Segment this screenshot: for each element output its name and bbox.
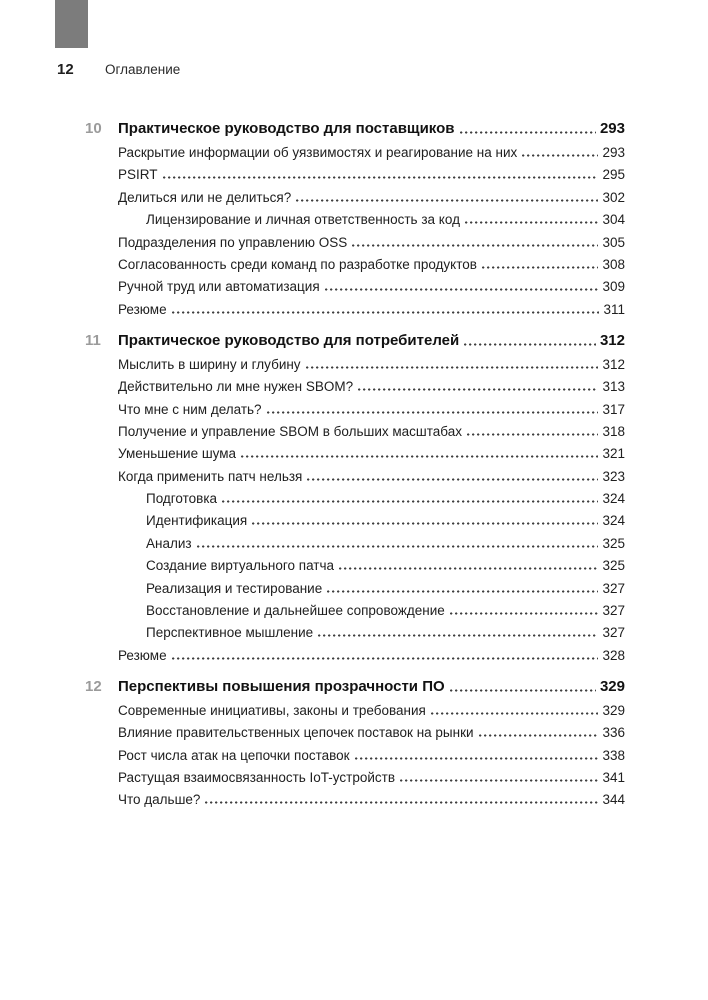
dot-leader bbox=[479, 734, 599, 737]
toc-entry-row bbox=[85, 703, 625, 718]
toc-entry-page: 317 bbox=[602, 401, 625, 417]
toc-entry-title: Что мне с ним делать? bbox=[118, 401, 262, 417]
page-number: 12 bbox=[57, 61, 74, 78]
toc-entry-page: 305 bbox=[602, 234, 625, 250]
dot-leader bbox=[197, 545, 599, 548]
toc-entry-title: Мыслить в ширину и глубину bbox=[118, 356, 301, 372]
dot-leader bbox=[467, 433, 599, 436]
toc-entry-page: 344 bbox=[602, 792, 625, 808]
toc-entry-page: 327 bbox=[602, 625, 625, 641]
toc-entry-page: 325 bbox=[602, 558, 625, 574]
toc-chapter-row bbox=[85, 332, 625, 349]
toc-entry-title: Уменьшение шума bbox=[118, 446, 237, 462]
toc-entry-row bbox=[85, 357, 625, 372]
toc-entry-page: 311 bbox=[603, 301, 625, 317]
toc-entry-title: Анализ bbox=[146, 535, 192, 551]
toc-entry-title: PSIRT bbox=[118, 167, 158, 183]
toc-entry-title: Создание виртуального патча bbox=[146, 558, 335, 574]
toc-list bbox=[85, 120, 625, 815]
chapter-number: 12 bbox=[85, 677, 102, 695]
toc-entry-row bbox=[85, 581, 625, 596]
dot-leader bbox=[450, 689, 596, 692]
toc-entry-row bbox=[85, 145, 625, 160]
toc-entry-title: Лицензирование и личная ответственность за код bbox=[146, 212, 460, 228]
toc-entry-title: Резюме bbox=[118, 301, 167, 317]
toc-entry-row bbox=[85, 446, 625, 461]
toc-entry-page: 308 bbox=[602, 256, 625, 272]
toc-entry-page: 341 bbox=[602, 769, 625, 785]
toc-entry-row bbox=[85, 379, 625, 394]
toc-entry-page: 325 bbox=[602, 535, 625, 551]
dot-leader bbox=[465, 221, 599, 224]
dot-leader bbox=[267, 411, 599, 414]
toc-entry-page: 327 bbox=[602, 603, 625, 619]
toc-entry-row bbox=[85, 469, 625, 484]
dot-leader bbox=[327, 590, 598, 593]
toc-entry-row bbox=[85, 513, 625, 528]
dot-leader bbox=[172, 657, 599, 660]
toc-chapter-row bbox=[85, 120, 625, 137]
dot-leader bbox=[252, 522, 598, 525]
toc-entry-row bbox=[85, 748, 625, 763]
dot-leader bbox=[307, 478, 598, 481]
toc-entry-page: 338 bbox=[602, 747, 625, 763]
toc-entry-title: Ручной труд или автоматизация bbox=[118, 279, 320, 295]
toc-entry-row bbox=[85, 770, 625, 785]
toc-entry-title: Практическое руководство для потребителей bbox=[118, 331, 460, 349]
toc-entry-title: Практическое руководство для поставщиков bbox=[118, 120, 455, 137]
toc-entry-page: 312 bbox=[602, 356, 625, 372]
toc-entry-page: 304 bbox=[602, 212, 625, 228]
toc-entry-row bbox=[85, 491, 625, 506]
toc-entry-page: 324 bbox=[602, 491, 625, 507]
toc-entry-title: Подготовка bbox=[146, 491, 218, 507]
toc-entry-page: 324 bbox=[602, 513, 625, 529]
dot-leader bbox=[450, 612, 599, 615]
toc-entry-page: 295 bbox=[602, 167, 625, 183]
dot-leader bbox=[318, 634, 598, 637]
running-header bbox=[57, 61, 180, 78]
toc-entry-title: Подразделения по управлению OSS bbox=[118, 234, 348, 250]
toc-entry-title: Реализация и тестирование bbox=[146, 580, 323, 596]
dot-leader bbox=[205, 801, 598, 804]
dot-leader bbox=[358, 388, 598, 391]
toc-entry-row bbox=[85, 536, 625, 551]
toc-entry-title: Растущая взаимосвязанность IoT-устройств bbox=[118, 769, 395, 785]
dot-leader bbox=[431, 712, 599, 715]
dot-leader bbox=[522, 154, 598, 157]
chapter-number: 10 bbox=[85, 120, 102, 137]
chapter-bleed-tab bbox=[55, 0, 88, 48]
toc-entry-page: 329 bbox=[602, 702, 625, 718]
dot-leader bbox=[352, 244, 598, 247]
toc-entry-page: 318 bbox=[602, 423, 625, 439]
dot-leader bbox=[355, 757, 599, 760]
dot-leader bbox=[296, 199, 598, 202]
toc-entry-title: Перспективное мышление bbox=[146, 625, 314, 641]
dot-leader bbox=[163, 176, 599, 179]
toc-entry-page: 309 bbox=[602, 279, 625, 295]
toc-entry-row bbox=[85, 235, 625, 250]
dot-leader bbox=[482, 266, 599, 269]
dot-leader bbox=[339, 567, 598, 570]
toc-entry-title: Влияние правительственных цепочек поставок на рынки bbox=[118, 725, 474, 741]
toc-entry-row bbox=[85, 257, 625, 272]
toc-entry-page: 323 bbox=[602, 468, 625, 484]
toc-entry-title: Современные инициативы, законы и требования bbox=[118, 702, 426, 718]
toc-chapter-row bbox=[85, 678, 625, 695]
dot-leader bbox=[325, 288, 599, 291]
toc-entry-title: Согласованность среди команд по разработке продуктов bbox=[118, 256, 477, 272]
toc-entry-title: Рост числа атак на цепочки поставок bbox=[118, 747, 350, 763]
dot-leader bbox=[172, 311, 600, 314]
toc-entry-row bbox=[85, 167, 625, 182]
dot-leader bbox=[306, 366, 599, 369]
running-header-title: Оглавление bbox=[105, 62, 181, 77]
toc-entry-page: 321 bbox=[602, 446, 625, 462]
toc-entry-title: Перспективы повышения прозрачности ПО bbox=[118, 677, 445, 695]
toc-entry-row bbox=[85, 792, 625, 807]
toc-entry-page: 293 bbox=[602, 145, 625, 160]
toc-entry-page: 329 bbox=[599, 677, 625, 695]
toc-entry-title: Раскрытие информации об уязвимостях и реагирование на них bbox=[118, 145, 518, 160]
toc-entry-title: Восстановление и дальнейшее сопровождение bbox=[146, 603, 445, 619]
dot-leader bbox=[400, 779, 598, 782]
toc-entry-row bbox=[85, 603, 625, 618]
toc-entry-row bbox=[85, 725, 625, 740]
chapter-number: 11 bbox=[85, 331, 101, 349]
toc-entry-row bbox=[85, 302, 625, 317]
toc-entry-row bbox=[85, 558, 625, 573]
toc-entry-row bbox=[85, 424, 625, 439]
toc-entry-title: Делиться или не делиться? bbox=[118, 189, 292, 205]
toc-entry-row bbox=[85, 279, 625, 294]
toc-entry-row bbox=[85, 625, 625, 640]
toc-entry-title: Действительно ли мне нужен SBOM? bbox=[118, 379, 354, 395]
toc-entry-page: 328 bbox=[602, 647, 625, 663]
toc-entry-row bbox=[85, 648, 625, 663]
dot-leader bbox=[241, 455, 598, 458]
dot-leader bbox=[222, 500, 598, 503]
toc-entry-page: 293 bbox=[599, 120, 625, 137]
toc-entry-title: Идентификация bbox=[146, 513, 248, 529]
toc-entry-title: Когда применить патч нельзя bbox=[118, 468, 303, 484]
dot-leader bbox=[460, 131, 596, 134]
toc-entry-page: 327 bbox=[602, 580, 625, 596]
toc-entry-title: Получение и управление SBOM в больших масштабах bbox=[118, 423, 462, 439]
toc-entry-page: 312 bbox=[599, 331, 625, 349]
dot-leader bbox=[464, 343, 596, 346]
toc-entry-row bbox=[85, 402, 625, 417]
toc-entry-page: 313 bbox=[602, 379, 625, 395]
toc-entry-title: Что дальше? bbox=[118, 792, 201, 808]
toc-entry-page: 302 bbox=[602, 189, 625, 205]
toc-entry-row bbox=[85, 190, 625, 205]
toc-entry-page: 336 bbox=[602, 725, 625, 741]
toc-entry-row bbox=[85, 212, 625, 227]
toc-entry-title: Резюме bbox=[118, 647, 167, 663]
